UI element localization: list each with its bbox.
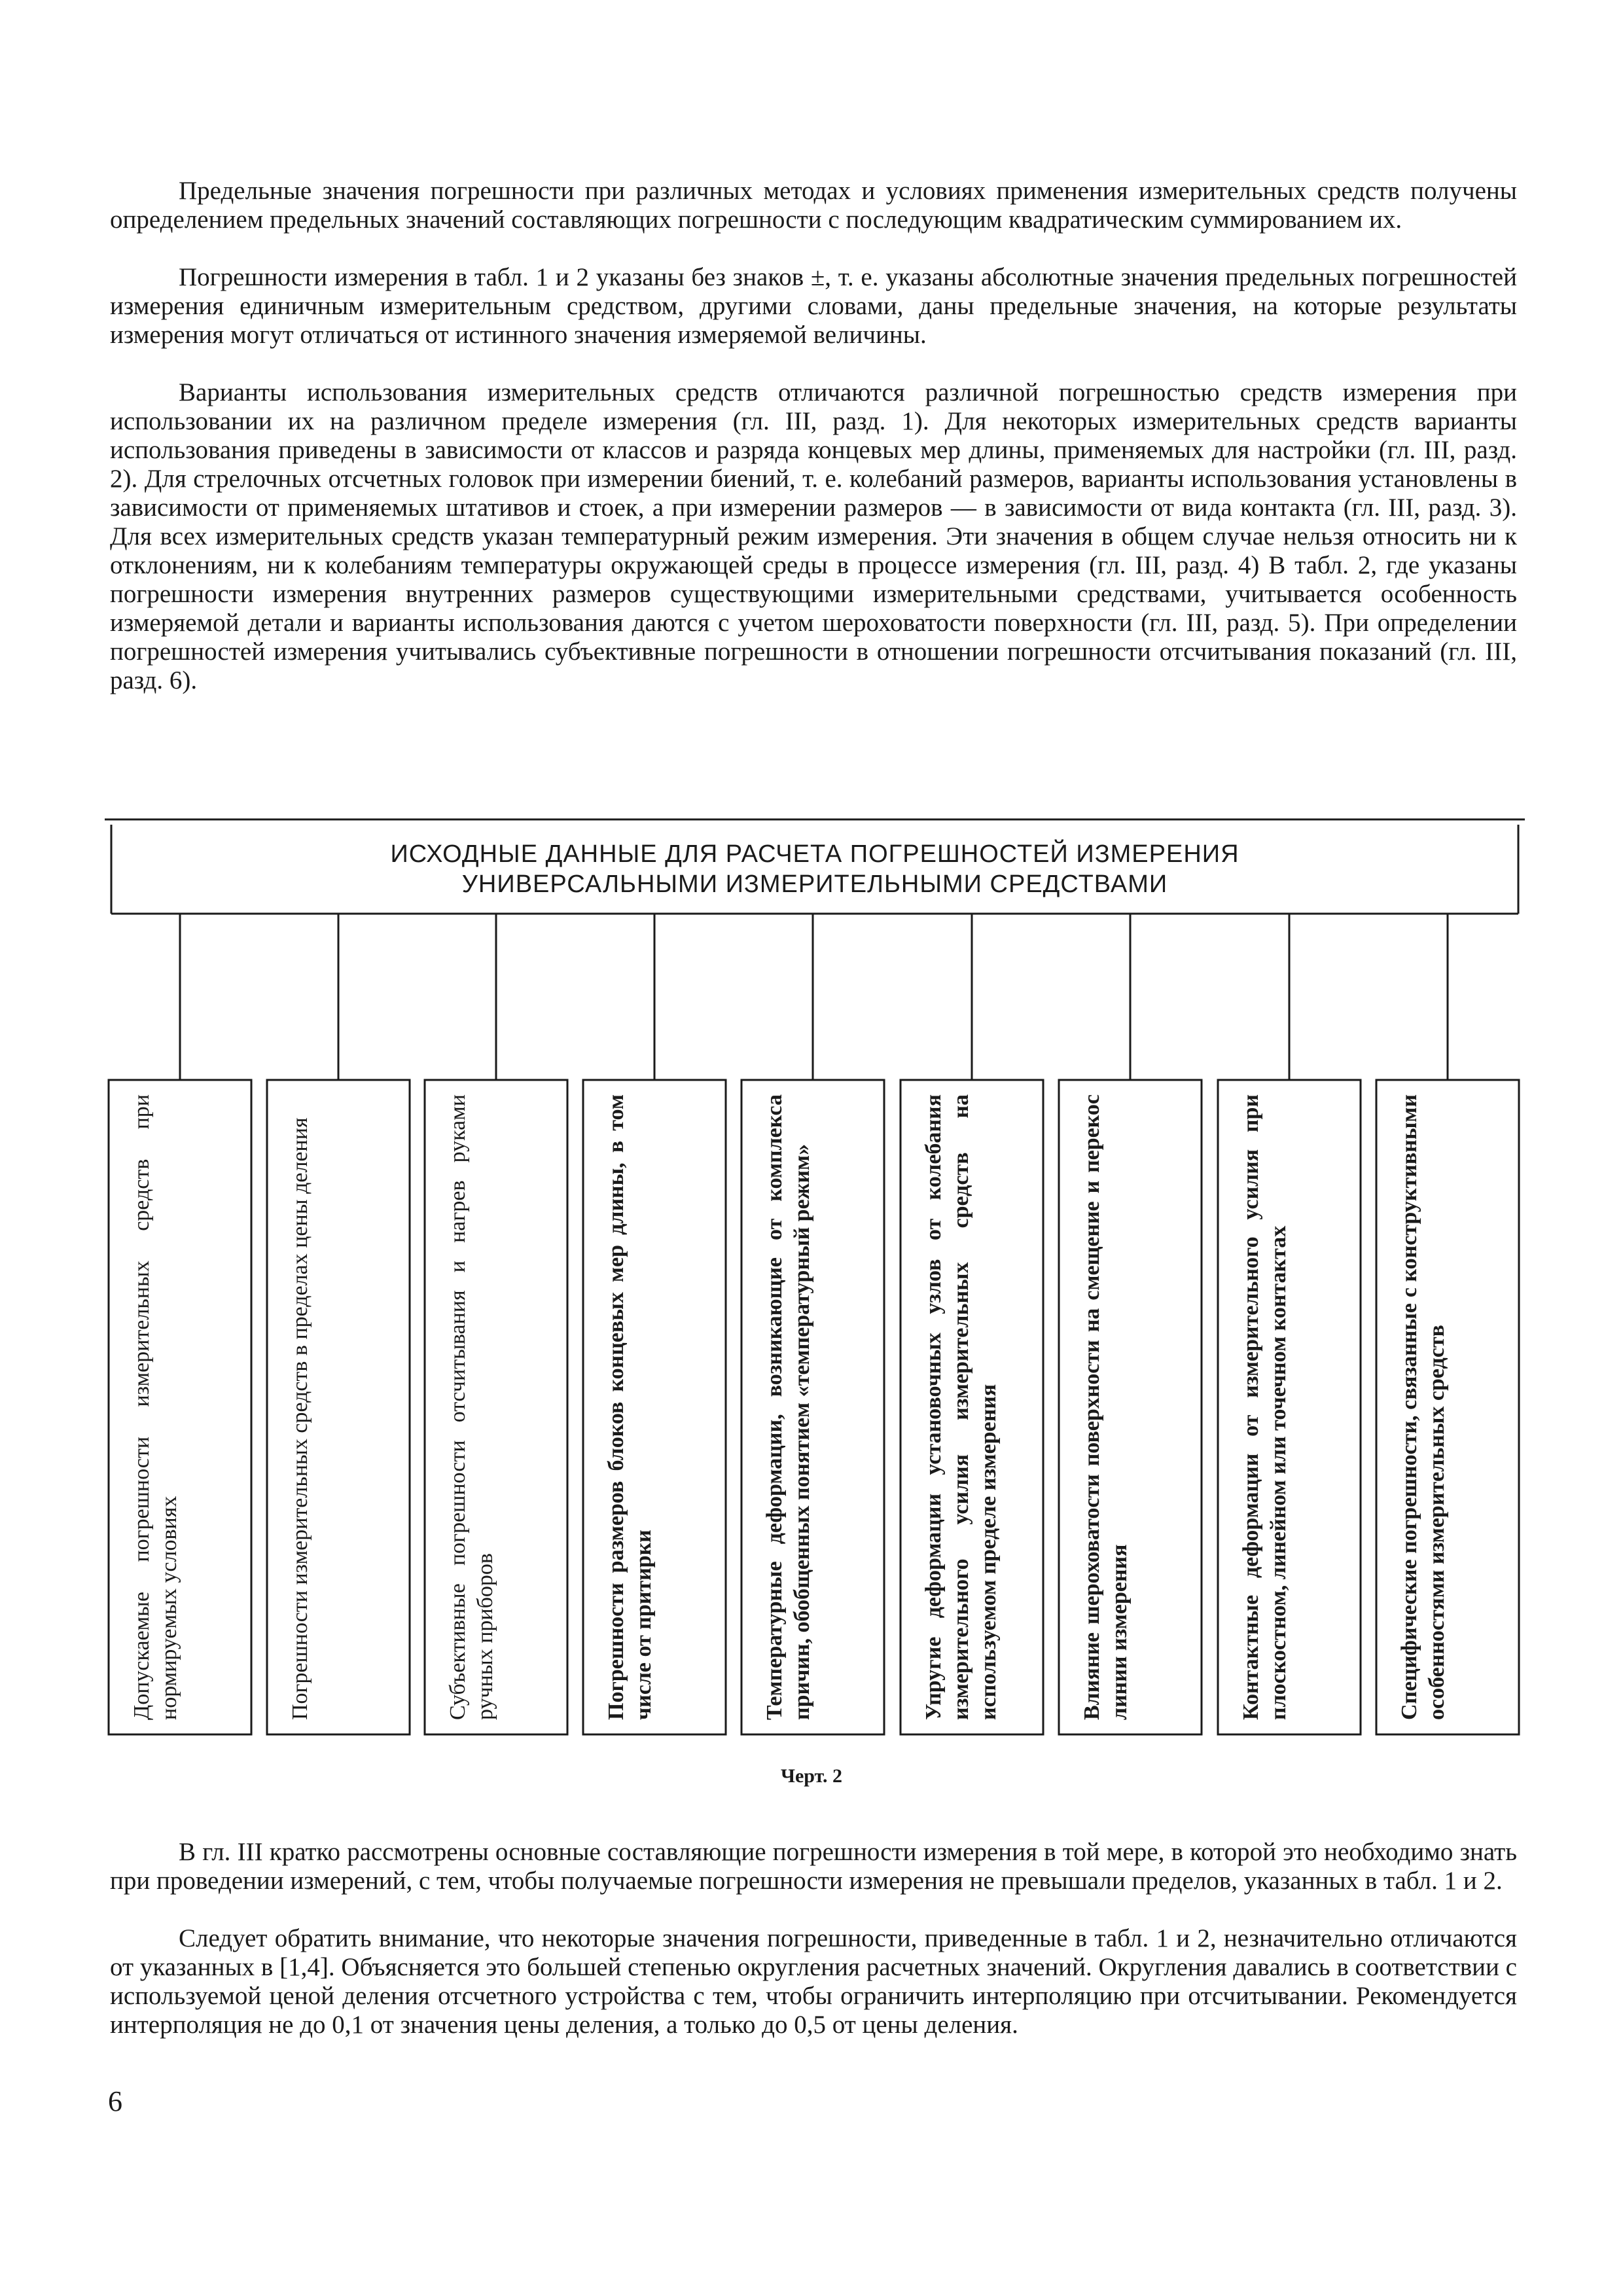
column-4-text: Погрешности размеров блоков концевых мер длины, в том числе от притирки <box>604 1094 656 1720</box>
diagram-column-9 <box>1376 1080 1519 1734</box>
diagram-column-7 <box>1059 1080 1202 1734</box>
paragraph-4: В гл. III кратко рассмотрены основные составляющие погрешности измерения в той мере, в которой это необходимо знать при проведении измерений, с тем, чтобы получаемые погрешности измерения не превышали пределов, указанных в табл. 1 и 2. <box>110 1838 1517 1895</box>
diagram-title-line-1: ИСХОДНЫЕ ДАННЫЕ ДЛЯ РАСЧЕТА ПОГРЕШНОСТЕЙ ИЗМЕРЕНИЯ <box>390 840 1240 868</box>
diagram-column-3 <box>425 1080 567 1734</box>
diagram-column-1 <box>109 1080 251 1734</box>
paragraph-2: Погрешности измерения в табл. 1 и 2 указаны без знаков ±, т. е. указаны абсолютные значения предельных погрешностей измерения единичным измерительным средством, другими словами, даны предельные значения, на которые результаты измерения могут отличаться от истинного значения измеряемой величины. <box>110 263 1517 349</box>
paragraph-5: Следует обратить внимание, что некоторые значения погрешности, приведенные в табл. 1 и 2, незначительно отличаются от указанных в [1,4]. Объясняется это большей степенью округления расчетных значений. Округления давались в соответствии с используемой ценой деления отсчетного устройства с тем, чтобы ограничить интерполяцию при отсчитывании. Рекомендуется интерполяция не до 0,1 от значения цены деления, а только до 0,5 от цены деления. <box>110 1924 1517 2039</box>
column-3-text: Субъективные погрешности отсчитывания и нагрев руками ручных приборов <box>446 1094 497 1720</box>
diagram-column-5 <box>741 1080 884 1734</box>
column-9-text: Специфические погрешности, связанные с конструктивными особенностями измерительных средств <box>1397 1094 1449 1720</box>
column-8-text: Контактные деформации от измерительного усилия при плоскостном, линейном или точечном контактах <box>1239 1094 1291 1720</box>
diagram-column-4 <box>583 1080 726 1734</box>
column-2-text: Погрешности измерительных средств в пределах цены деления <box>288 1117 312 1720</box>
page-number: 6 <box>108 2085 122 2117</box>
column-1-text: Допускаемые погрешности измерительных средств при нормируемых условиях <box>130 1094 181 1720</box>
paragraph-3: Варианты использования измерительных средств отличаются различной погрешностью средств измерения при использовании их на различном пределе измерения (гл. III, разд. 1). Для некоторых измерительных средств варианты использования приведены в зависимости от классов и разряда концевых мер длины, применяемых для настройки (гл. III, разд. 2). Для стрелочных отсчетных головок при измерении биений, т. е. колебаний размеров, варианты использования установлены в зависимости от применяемых штативов и стоек, а при измерении размеров — в зависимости от вида контакта (гл. III, разд. 3). Для всех измерительных средств указан температурный режим измерения. Эти значения в общем случае нельзя относить ни к отклонениям, ни к колебаниям температуры окружающей среды в процессе измерения (гл. III, разд. 4) В табл. 2, где указаны погрешности измерения внутренних размеров существующими измерительными средствами, учитывается особенность измеряемой детали и варианты использования даются с учетом шероховатости поверхности (гл. III, разд. 5). При определении погрешностей измерения учитывались субъективные погрешности в отношении погрешности отсчитывания показаний (гл. III, разд. 6). <box>110 378 1517 694</box>
paragraph-1: Предельные значения погрешности при различных методах и условиях применения измерительных средств получены определением предельных значений составляющих погрешности с последующим квадратическим суммированием их. <box>110 177 1517 234</box>
column-5-text: Температурные деформации, возникающие от комплекса причин, обобщенных понятием «температурный режим» <box>762 1094 814 1720</box>
diagram-title-line-2: УНИВЕРСАЛЬНЫМИ ИЗМЕРИТЕЛЬНЫМИ СРЕДСТВАМИ <box>461 870 1168 898</box>
diagram-title-box <box>111 825 1518 914</box>
diagram-chart-2 <box>98 805 1531 1748</box>
figure-caption: Черт. 2 <box>780 1765 843 1787</box>
diagram-column-8 <box>1218 1080 1361 1734</box>
column-6-text: Упругие деформации установочных узлов от колебания измерительного усилия измерительных средств на используемом пределе измерения <box>921 1094 1001 1720</box>
diagram-column-2 <box>267 1080 410 1734</box>
diagram-column-6 <box>901 1080 1043 1734</box>
column-7-text: Влияние шероховатости поверхности на смещение и перекос линии измерения <box>1080 1094 1132 1720</box>
